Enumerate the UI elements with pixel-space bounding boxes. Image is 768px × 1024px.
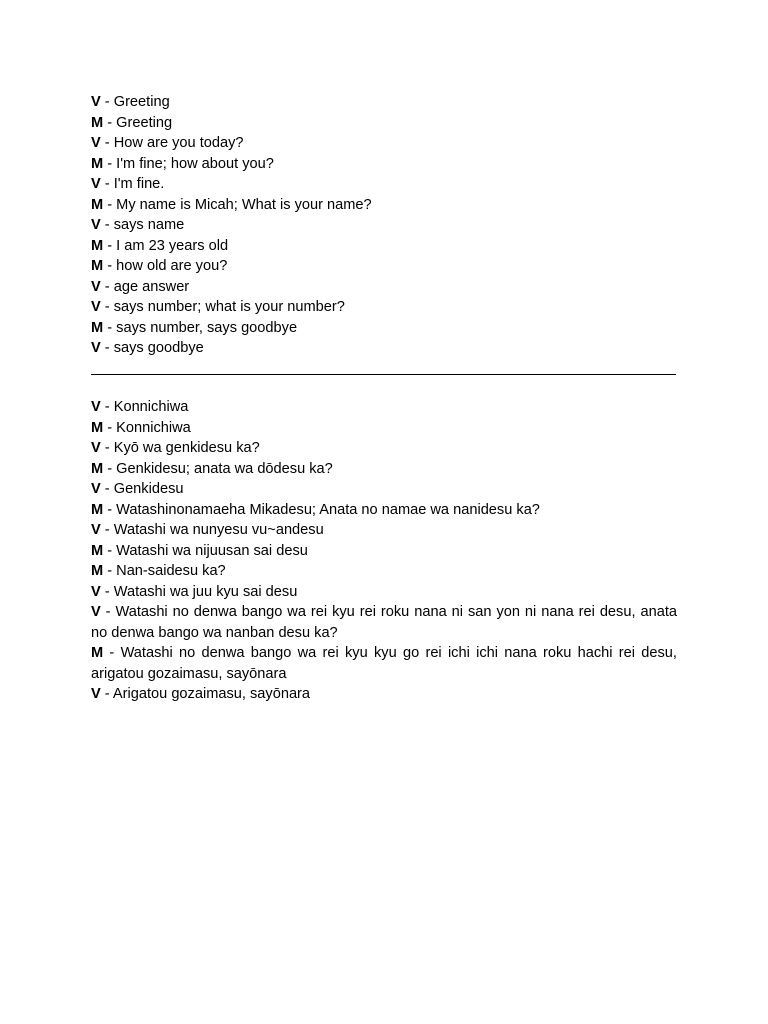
line-separator: - (103, 319, 117, 336)
line-separator: - (100, 217, 114, 233)
line-separator: - (100, 299, 114, 315)
line-text: says number, says goodbye (116, 319, 298, 336)
line-text: My name is Micah; What is your name? (116, 196, 372, 213)
line-text: I'm fine; how about you? (116, 155, 274, 172)
line-separator: - (100, 135, 114, 151)
speaker-label: M (91, 419, 104, 436)
line-text: Watashi wa nijuusan sai desu (116, 542, 308, 559)
line-separator: - (100, 440, 114, 456)
line-text: Watashinonamaeha Mikadesu; Anata no namae wa nanidesu ka? (116, 501, 540, 518)
dialogue-line (91, 174, 677, 195)
dialogue-line (91, 256, 677, 277)
line-text: Watashi wa nunyesu vu~andesu (113, 522, 324, 538)
dialogue-line (91, 297, 677, 318)
dialogue-line (91, 459, 677, 480)
line-text: Arigatou gozaimasu, sayōnara (112, 686, 311, 702)
line-separator: - (100, 686, 113, 702)
line-separator: - (103, 542, 117, 559)
dialogue-line (91, 684, 677, 705)
line-text: Greeting (113, 94, 170, 110)
line-text: Genkidesu (113, 481, 184, 497)
dialogue-line (91, 236, 677, 257)
line-text: Kyō wa genkidesu ka? (113, 440, 260, 456)
line-separator: - (100, 278, 114, 295)
line-text: Konnichiwa (116, 419, 191, 436)
dialogue-line (91, 438, 677, 459)
line-text: Watashi no denwa bango wa rei kyu kyu go rei ichi ichi nana roku hachi rei desu, arigatou gozaimasu, sayōnara (91, 645, 677, 682)
line-text: says name (113, 217, 185, 233)
dialogue-line (91, 643, 677, 684)
dialogue-line (91, 520, 677, 541)
speaker-label: V (91, 399, 101, 415)
dialogue-line (91, 277, 677, 298)
speaker-label: V (91, 522, 101, 538)
dialogue-line (91, 92, 677, 113)
dialogue-line (91, 541, 677, 562)
line-text: says goodbye (113, 340, 204, 356)
line-separator: - (103, 196, 117, 213)
speaker-label: V (91, 299, 101, 315)
dialogue-line (91, 195, 677, 216)
line-separator: - (100, 399, 114, 415)
speaker-label: V (91, 340, 101, 356)
line-separator: - (103, 460, 117, 477)
dialogue-line (91, 133, 677, 154)
speaker-label: M (91, 114, 104, 131)
line-separator: - (100, 604, 116, 620)
line-text: I'm fine. (113, 176, 165, 192)
line-separator: - (103, 237, 117, 254)
speaker-label: V (91, 481, 101, 497)
line-separator: - (100, 522, 114, 538)
line-text: Nan-saidesu ka? (116, 563, 226, 579)
line-separator: - (103, 114, 117, 131)
speaker-label: M (91, 542, 104, 559)
line-separator: - (100, 176, 114, 192)
speaker-label: V (91, 176, 101, 192)
line-text: Watashi wa juu kyu sai desu (113, 583, 298, 600)
line-separator: - (103, 501, 117, 518)
dialogue-line (91, 418, 677, 439)
speaker-label: M (91, 563, 104, 579)
speaker-label: V (91, 94, 101, 110)
line-text: how old are you? (116, 258, 228, 274)
speaker-label: M (91, 196, 104, 213)
dialogue-line (91, 500, 677, 521)
english-dialogue (91, 92, 677, 359)
dialogue-line (91, 397, 677, 418)
speaker-label: V (91, 604, 101, 620)
line-text: Genkidesu; anata wa dōdesu ka? (116, 460, 333, 477)
speaker-label: M (91, 237, 104, 254)
line-text: Watashi no denwa bango wa rei kyu rei roku nana ni san yon ni nana rei desu, anata no denwa bango wa nanban desu ka? (91, 604, 677, 641)
dialogue-line (91, 338, 677, 359)
speaker-label: M (91, 460, 104, 477)
line-separator: - (103, 258, 117, 274)
line-separator: - (100, 94, 114, 110)
line-text: age answer (113, 278, 190, 295)
line-separator: - (103, 155, 117, 172)
line-text: says number; what is your number? (113, 299, 345, 315)
dialogue-line (91, 113, 677, 134)
line-separator: - (100, 583, 114, 600)
dialogue-line (91, 582, 677, 603)
speaker-label: M (91, 258, 104, 274)
line-separator: - (103, 645, 121, 661)
speaker-label: V (91, 135, 101, 151)
dialogue-line (91, 215, 677, 236)
speaker-label: V (91, 686, 101, 702)
line-text: How are you today? (113, 135, 244, 151)
line-separator: - (103, 419, 117, 436)
speaker-label: V (91, 217, 101, 233)
speaker-label: V (91, 278, 101, 295)
dialogue-line (91, 154, 677, 175)
speaker-label: M (91, 319, 104, 336)
dialogue-line (91, 318, 677, 339)
dialogue-line (91, 602, 677, 643)
dialogue-line (91, 479, 677, 500)
speaker-label: M (91, 501, 104, 518)
japanese-dialogue (91, 397, 677, 705)
line-separator: - (103, 563, 117, 579)
speaker-label: M (91, 155, 104, 172)
dialogue-line (91, 561, 677, 582)
line-text: I am 23 years old (116, 237, 229, 254)
line-text: Greeting (116, 114, 173, 131)
speaker-label: M (91, 645, 104, 661)
speaker-label: V (91, 583, 101, 600)
line-separator: - (100, 481, 114, 497)
speaker-label: V (91, 440, 101, 456)
line-text: Konnichiwa (113, 399, 189, 415)
section-divider (91, 374, 676, 375)
line-separator: - (100, 340, 114, 356)
